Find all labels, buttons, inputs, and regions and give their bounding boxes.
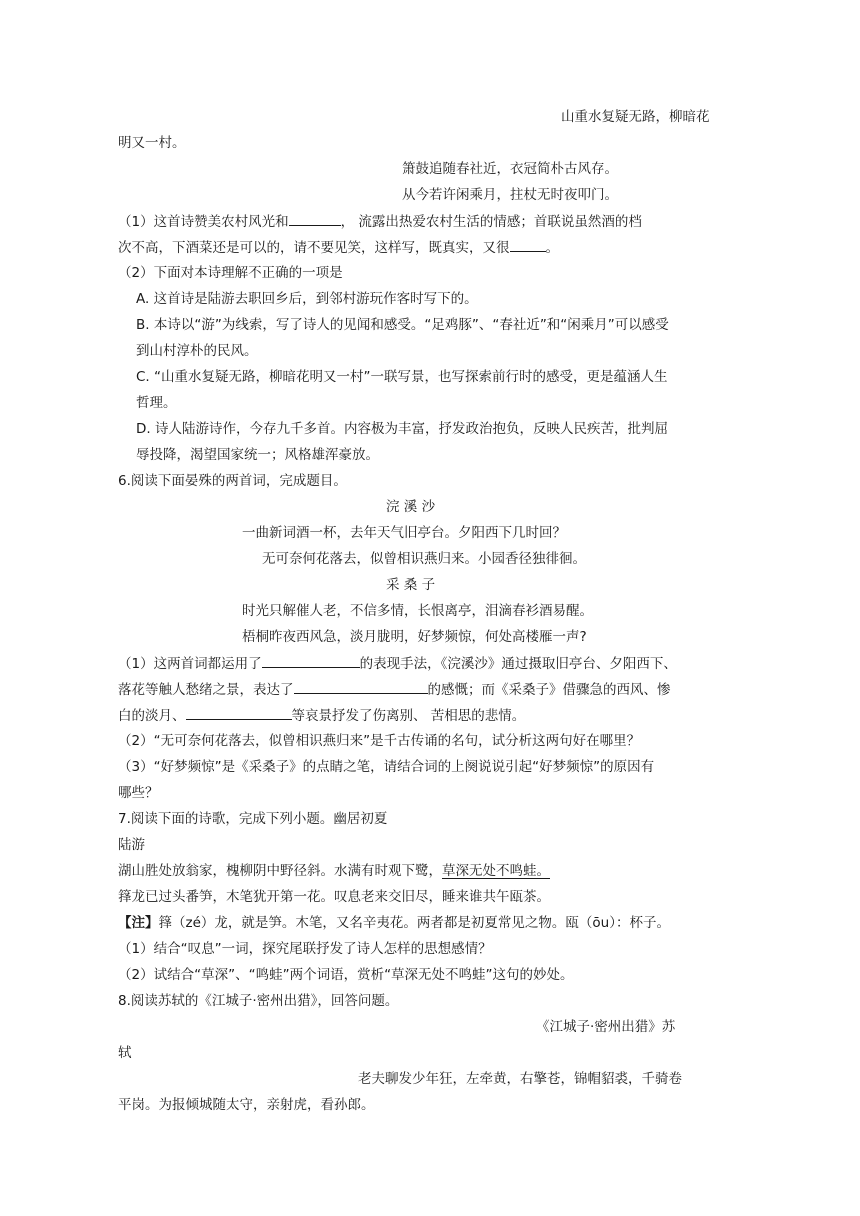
q7-author: 陆游 <box>118 837 145 853</box>
q6-sub3-line2: 哪些？ <box>118 785 159 801</box>
q7-poem-line1-text: 湖山胜处放翁家，槐柳阴中野径斜。水满有时观下鹭， <box>118 863 442 879</box>
q6-heading: 6.阅读下面晏殊的两首词，完成题目。 <box>118 473 347 489</box>
q6-sub1-text-e: 白的淡月、 <box>118 708 186 724</box>
q6-sub1-text-d: 的感慨；而《采桑子》借骤急的西风、惨 <box>427 682 671 698</box>
q6-poem2-title: 采 桑 子 <box>386 577 436 593</box>
q5-sub1-text-a: （1）这首诗赞美农村风光和 <box>118 214 289 230</box>
answer-blank[interactable] <box>289 211 341 226</box>
q5-option-c-line1: C. “山重水复疑无路，柳暗花明又一村”一联写景，也写探索前行时的感受，更是蕴涵人生 <box>136 369 668 385</box>
q8-poem-line2: 平岗。为报倾城随太守，亲射虎，看孙郎。 <box>118 1097 375 1113</box>
q6-poem1-line1: 一曲新词酒一杯，去年天气旧亭台。夕阳西下几时回？ <box>242 525 566 541</box>
q6-sub1-text-b: 的表现手法，《浣溪沙》通过摄取旧亭台、夕阳西下、 <box>359 656 677 672</box>
q5-option-a: A. 这首诗是陆游去职回乡后，到邻村游玩作客时写下的。 <box>136 291 478 307</box>
q8-poem-title: 《江城子·密州出猎》苏 <box>536 1019 676 1035</box>
q5-sub2: （2）下面对本诗理解不正确的一项是 <box>118 265 343 281</box>
q7-note-text: 箨（zé）龙，就是笋。木笔，又名辛夷花。两者都是初夏常见之物。瓯（ōu）：杯子。 <box>158 915 670 931</box>
q8-poem-line1: 老夫聊发少年狂，左牵黄，右擎苍，锦帽貂裘，千骑卷 <box>358 1071 682 1087</box>
q7-heading: 7.阅读下面的诗歌，完成下列小题。幽居初夏 <box>118 811 388 827</box>
q6-sub3-line1: （3）“好梦频惊”是《采桑子》的点睛之笔，请结合词的上阕说说引起“好梦频惊”的原因有 <box>118 759 655 775</box>
q7-sub1: （1）结合“叹息”一词，探究尾联抒发了诗人怎样的思想感情？ <box>118 941 492 957</box>
poem1-line3: 从今若许闲乘月，拄杖无时夜叩门。 <box>402 187 618 203</box>
q6-sub1-text-c: 落花等触人愁绪之景，表达了 <box>118 682 294 698</box>
q6-sub2: （2）“无可奈何花落去，似曾相识燕归来”是千古传诵的名句，试分析这两句好在哪里？ <box>118 733 641 749</box>
q7-sub2: （2）试结合“草深”、“鸣蛙”两个词语，赏析“草深无处不鸣蛙”这句的妙处。 <box>118 967 574 983</box>
q7-note <box>118 913 670 933</box>
poem1-line1b: 明又一村。 <box>118 135 186 151</box>
q7-underlined-line: 草深无处不鸣蛙。 <box>442 863 550 879</box>
q6-poem2-line2: 梧桐昨夜西风急，淡月胧明，好梦频惊，何处高楼雁一声? <box>242 629 587 645</box>
q5-option-c-line2: 哲理。 <box>136 395 177 411</box>
poem1-line1a: 山重水复疑无路，柳暗花 <box>561 109 710 125</box>
q5-sub1-line1 <box>118 211 642 231</box>
q6-poem1-title: 浣 溪 沙 <box>386 499 436 515</box>
q5-sub1-line2 <box>118 237 559 257</box>
q7-poem-line2: 箨龙已过头番笋，木笔犹开第一花。叹息老来交旧尽，睡来谁共午瓯茶。 <box>118 889 550 905</box>
answer-blank[interactable] <box>510 237 546 252</box>
q5-option-d-line1: D. 诗人陆游诗作，今存九千多首。内容极为丰富，抒发政治抱负，反映人民疾苦，批判屈 <box>136 421 668 437</box>
answer-blank[interactable] <box>262 653 360 668</box>
q5-sub1-text-b: ， 流露出热爱农村生活的情感；首联说虽然酒的档 <box>340 214 642 230</box>
q5-option-b-line1: B. 本诗以“游”为线索，写了诗人的见闻和感受。“足鸡豚”、“春社近”和“闲乘月”可以感受 <box>136 317 669 333</box>
answer-blank[interactable] <box>294 679 428 694</box>
q5-sub1-text-c: 次不高，下酒菜还是可以的，请不要见笑，这样写，既真实，又很 <box>118 240 510 256</box>
q7-poem-line1 <box>118 861 550 881</box>
q5-option-d-line2: 辱投降，渴望国家统一；风格雄浑豪放。 <box>136 447 379 463</box>
q6-sub1-text-a: （1）这两首词都运用了 <box>118 656 262 672</box>
answer-blank[interactable] <box>186 705 292 720</box>
q6-poem2-line1: 时光只解催人老，不信多情，长恨离亭，泪滴春衫酒易醒。 <box>242 603 593 619</box>
poem1-line2: 箫鼓追随春社近，衣冠简朴古风存。 <box>402 161 618 177</box>
q6-sub1-line2 <box>118 679 671 699</box>
q5-option-b-line2: 到山村淳朴的民风。 <box>136 343 258 359</box>
q6-sub1-text-f: 等哀景抒发了伤离别、 苦相思的悲情。 <box>291 708 526 724</box>
q6-sub1-line1 <box>118 653 677 673</box>
q7-note-tag: 【注】 <box>118 915 159 931</box>
q8-poem-title-wrap: 轼 <box>118 1045 132 1061</box>
q5-sub1-text-d: 。 <box>545 240 559 256</box>
q6-sub1-line3 <box>118 705 525 725</box>
q6-poem1-line2: 无可奈何花落去，似曾相识燕归来。小园香径独徘徊。 <box>262 551 586 567</box>
q8-heading: 8.阅读苏轼的《江城子·密州出猎》，回答问题。 <box>118 993 399 1009</box>
